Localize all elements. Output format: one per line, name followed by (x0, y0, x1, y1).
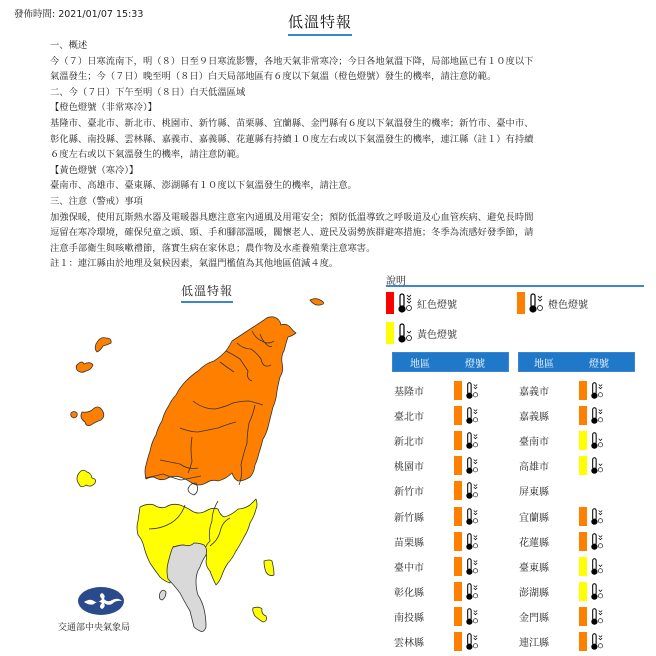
section-overview-heading: 一、概述 (50, 40, 88, 51)
thermometer-icon (397, 322, 413, 344)
orange-swatch (454, 481, 462, 500)
thermometer-icon (590, 507, 604, 526)
region-name: 花蓮縣 (519, 537, 549, 549)
bulletin-line: 氣溫發生；今（７日）晚至明（８日）白天局部地區有６度以下氣溫（橙色燈號）發生的機率，請注意防範。 (50, 71, 497, 83)
yellow-swatch (579, 431, 587, 450)
bulletin-line: ６度左右或以下氣溫發生的機率，請注意防範。 (50, 149, 246, 161)
legend-item-orange (517, 292, 648, 314)
thermometer-icon (465, 507, 479, 526)
region-name: 南投縣 (394, 612, 424, 624)
region-name: 臺東縣 (519, 562, 549, 574)
page-title: 低溫特報 (288, 11, 352, 36)
yellow-swatch (579, 456, 587, 475)
table-row (519, 604, 604, 629)
legend-label: 黃色燈號 (417, 329, 457, 341)
region-lienchiang (310, 299, 324, 305)
legend-item-red (386, 292, 517, 314)
region-name: 臺中市 (394, 562, 424, 574)
region-kinmen-a (95, 338, 111, 352)
legend-label: 紅色燈號 (417, 299, 457, 311)
thermometer-icon (590, 456, 604, 475)
thermometer-icon (590, 632, 604, 651)
region-name: 新北市 (394, 437, 424, 449)
region-penghu (77, 470, 96, 487)
orange-swatch (579, 607, 587, 626)
issue-time: 發佈時間: 2021/01/07 15:33 (14, 9, 144, 20)
footnote: 註１：連江縣由於地理及氣候因素，氣溫門檻值為其他地區值減４度。 (50, 258, 339, 270)
region-name: 臺北市 (394, 412, 424, 424)
signal-column-header: 燈號 (465, 358, 485, 370)
table-header-left (392, 352, 509, 372)
table-row (519, 504, 604, 529)
table-row (519, 428, 604, 453)
orange-swatch (454, 507, 462, 526)
orange-swatch (454, 607, 462, 626)
thermometer-icon (528, 292, 544, 314)
yellow-swatch (386, 322, 394, 344)
orange-swatch (579, 507, 587, 526)
region-orange-north-central (145, 317, 296, 485)
region-name: 桃園市 (394, 462, 424, 474)
table-row (519, 453, 604, 478)
region-name: 新竹縣 (394, 512, 424, 524)
thermometer-icon (590, 607, 604, 626)
thermometer-icon (590, 381, 604, 400)
orange-swatch (454, 456, 462, 475)
region-name: 嘉義市 (519, 387, 549, 398)
region-column-header: 地區 (534, 358, 554, 370)
region-kinmen-d (81, 407, 104, 426)
cwb-logo (78, 587, 124, 615)
thermometer-icon (465, 557, 479, 576)
region-pingtung (167, 543, 207, 632)
region-name: 新竹市 (394, 487, 424, 499)
region-kinmen-c (71, 412, 77, 419)
thermometer-icon (465, 456, 479, 475)
thermometer-icon (465, 532, 479, 551)
legend-title: 說明 (386, 270, 644, 287)
map-title: 低溫特報 (181, 282, 233, 303)
orange-swatch (579, 381, 587, 400)
orange-swatch (454, 532, 462, 551)
table-row (519, 478, 579, 503)
table-row (394, 579, 479, 604)
table-row (394, 604, 479, 629)
bulletin-line: 臺南市、高雄市、臺東縣、澎湖縣有１０度以下氣溫發生的機率，請注意。 (50, 180, 357, 192)
agency-name: 交通部中央氣象局 (58, 623, 131, 633)
legend-label: 橙色燈號 (548, 299, 588, 311)
table-row (394, 428, 479, 453)
thermometer-icon (397, 292, 413, 314)
yellow-signal-heading: 【黃色燈號（寒冷）】 (50, 164, 139, 176)
thermometer-icon (590, 557, 604, 576)
orange-swatch (454, 406, 462, 425)
table-row (394, 629, 479, 654)
region-kinmen-b (76, 362, 93, 372)
region-name: 高雄市 (519, 462, 549, 474)
region-column-header: 地區 (410, 358, 430, 370)
bulletin-line: 逗留在寒冷環境，確保兒童之頭、頸、手和腳部溫暖，關懷老人、遊民及弱勢族群避寒措施；冬季為流感好發季節，請 (50, 227, 534, 239)
table-row (394, 504, 479, 529)
legend (386, 270, 648, 348)
bulletin-line: 今（７）日寒流南下，明（８）日至９日寒流影響，各地天氣非常寒冷；今日各地氣溫下降，局部地區已有１０度以下 (50, 55, 534, 67)
table-row (394, 478, 479, 503)
thermometer-icon (465, 381, 479, 400)
thermometer-icon (590, 431, 604, 450)
orange-swatch (454, 557, 462, 576)
yellow-swatch (579, 582, 587, 601)
bulletin-line: 加強保暖，使用瓦斯熱水器及電暖器具應注意室內通風及用電安全；預防低溫導致之呼吸道及心血管疾病、避免長時間 (50, 211, 534, 223)
orange-swatch (579, 406, 587, 425)
region-name: 宜蘭縣 (519, 512, 549, 524)
orange-swatch (454, 582, 462, 601)
orange-swatch (579, 532, 587, 551)
region-name: 嘉義縣 (519, 412, 549, 424)
orange-swatch (454, 381, 462, 400)
section-region-heading: 二、今（７日）下午至明（８日）白天低溫區域 (50, 86, 246, 98)
red-swatch (386, 292, 394, 314)
table-row (519, 579, 604, 604)
table-row (394, 554, 479, 579)
region-name: 屏東縣 (519, 487, 549, 499)
region-name: 臺南市 (519, 437, 549, 449)
table-row (394, 403, 479, 428)
signal-column-header: 燈號 (589, 358, 609, 370)
table-row (394, 529, 479, 554)
yellow-swatch (579, 557, 587, 576)
region-name: 連江縣 (519, 638, 549, 649)
region-name: 澎湖縣 (519, 587, 549, 599)
thermometer-icon (465, 607, 479, 626)
table-row (519, 629, 604, 654)
table-row (519, 554, 604, 579)
table-row (519, 378, 604, 403)
bulletin-line: 注意手部衛生與咳嗽禮節，落實生病在家休息；農作物及水產養殖業注意寒害。 (50, 242, 376, 254)
table-header-right (518, 352, 635, 372)
orange-swatch (454, 431, 462, 450)
region-liuqiu (159, 590, 166, 600)
region-name: 彰化縣 (394, 587, 424, 599)
thermometer-icon (590, 532, 604, 551)
region-name: 雲林縣 (394, 638, 424, 649)
table-row (519, 529, 604, 554)
table-row (394, 453, 479, 478)
orange-swatch (517, 292, 525, 314)
thermometer-icon (465, 406, 479, 425)
table-row (394, 378, 479, 403)
bulletin-line: 基隆市、臺北市、新北市、桃園市、新竹縣、苗栗縣、宜蘭縣、金門縣有６度以下氣溫發生的機率；新竹市、臺中市、 (50, 117, 534, 129)
bulletin-line: 彰化縣、南投縣、雲林縣、嘉義市、嘉義縣、花蓮縣有持續１０度左右或以下氣溫發生的機率，連江縣（註１）有持續 (50, 133, 534, 145)
thermometer-icon (465, 431, 479, 450)
thermometer-icon (465, 632, 479, 651)
region-name: 基隆市 (394, 387, 424, 398)
orange-swatch (454, 632, 462, 651)
region-green-island (264, 560, 274, 576)
orange-swatch (579, 632, 587, 651)
region-orchid-island (253, 607, 267, 622)
thermometer-icon (590, 582, 604, 601)
region-name: 苗栗縣 (394, 537, 424, 549)
orange-signal-heading: 【橙色燈號（非常寒冷）】 (50, 102, 157, 114)
region-name: 金門縣 (519, 612, 549, 624)
table-row (519, 403, 604, 428)
section-precautions-heading: 三、注意（警戒）事項 (50, 195, 143, 207)
thermometer-icon (590, 406, 604, 425)
legend-item-yellow (386, 322, 524, 344)
thermometer-icon (465, 481, 479, 500)
thermometer-icon (465, 582, 479, 601)
